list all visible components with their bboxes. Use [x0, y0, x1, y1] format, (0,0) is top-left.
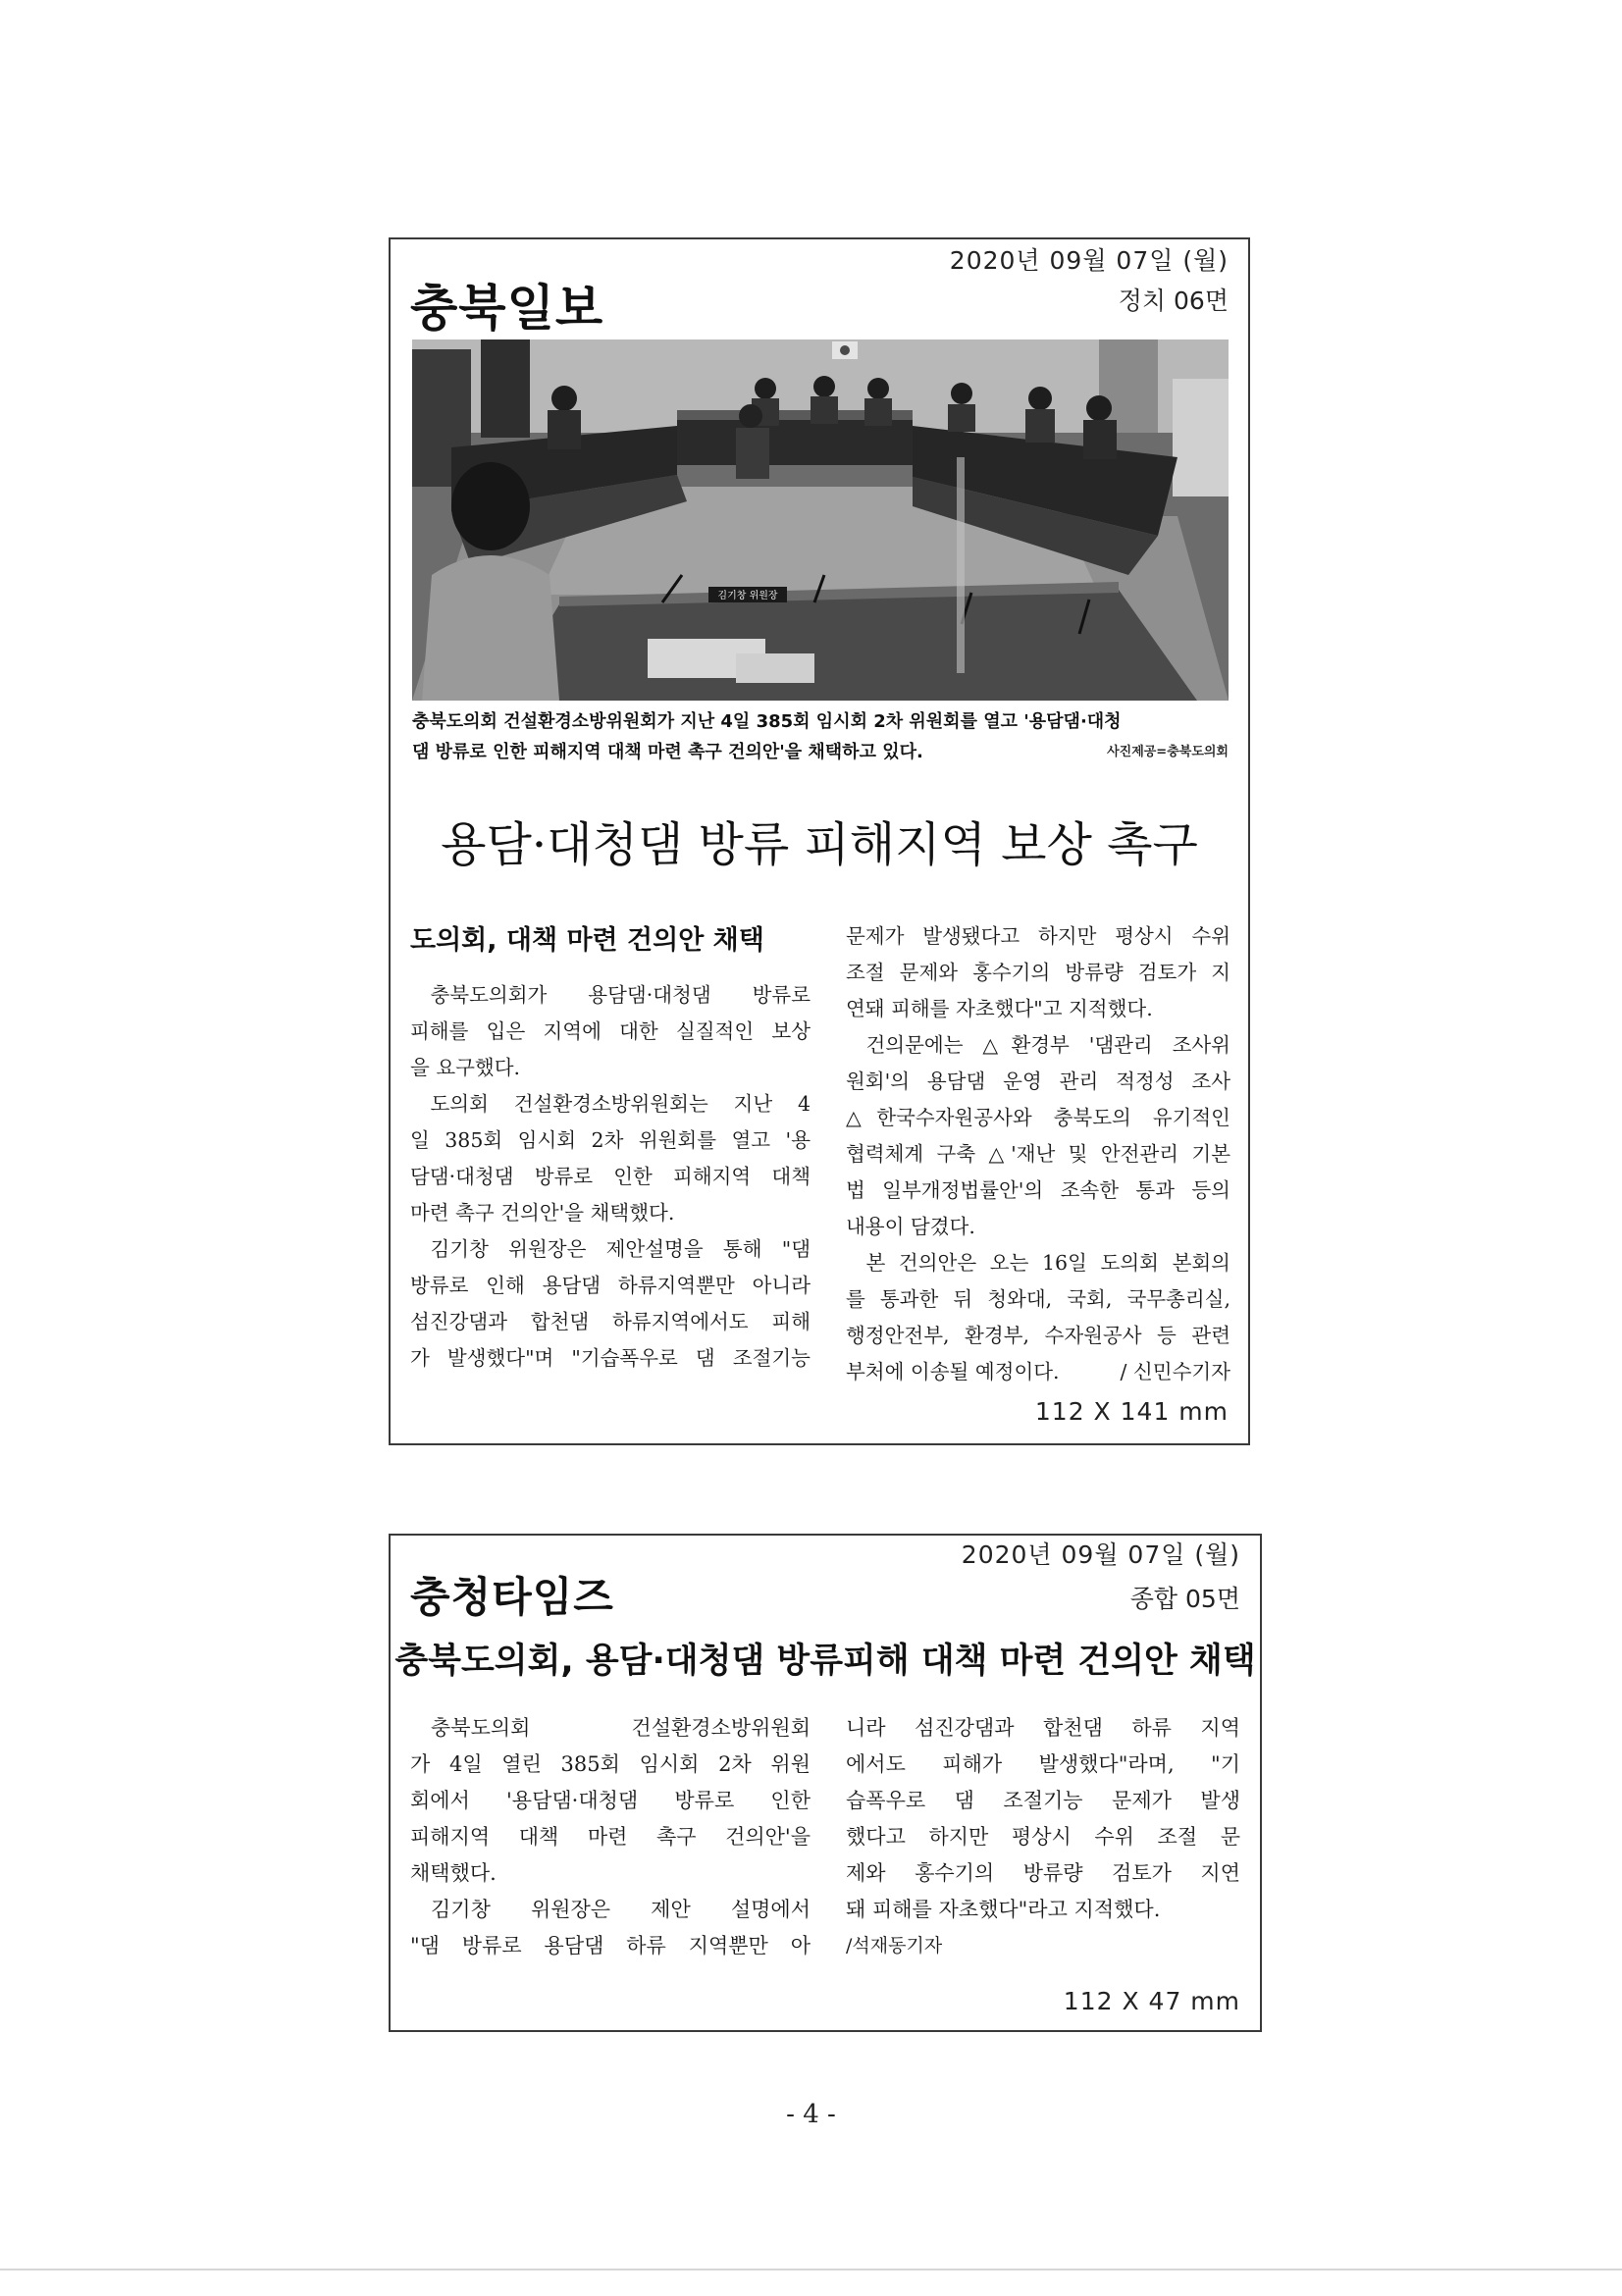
body-line: 니라 섬진강댐과 합천댐 하류 지역: [846, 1716, 1240, 1740]
body-line: 부처에 이송될 예정이다.: [846, 1360, 1060, 1383]
body-line: 담댐·대청댐 방류로 인한 피해지역 대책: [410, 1165, 811, 1188]
body-line: 피해를 입은 지역에 대한 실질적인 보상: [410, 1019, 811, 1043]
body-line: 충북도의회 건설환경소방위원회: [431, 1716, 811, 1740]
body-line: 방류로 인해 용담댐 하류지역뿐만 아니라: [410, 1274, 811, 1297]
body-line: 협력체계 구축 △'재난 및 안전관리 기본: [846, 1142, 1230, 1166]
body-line: 가 4일 열린 385회 임시회 2차 위원: [410, 1752, 811, 1776]
clip-size: 112 X 47 mm: [1063, 1987, 1240, 2015]
body-line: 섬진강댐과 합천댐 하류지역에서도 피해: [410, 1310, 811, 1333]
body-line: 법 일부개정법률안'의 조속한 통과 등의: [846, 1178, 1230, 1202]
body-line: 일 385회 임시회 2차 위원회를 열고 '용: [410, 1128, 811, 1152]
photo-caption: [412, 706, 1229, 767]
caption-line: 충북도의회 건설환경소방위원회가 지난 4일 385회 임시회 2차 위원회를 열고 '용담댐·대청: [412, 711, 1122, 732]
body-line: 습폭우로 댐 조절기능 문제가 발생: [846, 1789, 1240, 1812]
photo-credit: 사진제공=충북도의회: [1107, 745, 1229, 759]
body-line: 했다고 하지만 평상시 수위 조절 문: [846, 1825, 1240, 1849]
clip-size: 112 X 141 mm: [1034, 1397, 1229, 1426]
newspaper-logo: 충북일보: [410, 280, 604, 337]
article-subhead: 도의회, 대책 마련 건의안 채택: [410, 925, 764, 956]
publication-date: 2020년 09월 07일 (월): [961, 1540, 1240, 1569]
article-column-right: [846, 918, 1230, 1390]
body-line: 내용이 담겼다.: [846, 1215, 975, 1238]
page-number: - 4 -: [786, 2100, 836, 2129]
article-headline: 충북도의회, 용담·대청댐 방류피해 대책 마련 건의안 채택: [394, 1642, 1256, 1681]
section-page: 종합 05면: [1129, 1585, 1240, 1613]
body-line: 조절 문제와 홍수기의 방류량 검토가 지: [846, 961, 1230, 984]
body-line: 충북도의회가 용담댐·대청댐 방류로: [430, 983, 811, 1007]
publication-date: 2020년 09월 07일 (월): [949, 246, 1229, 275]
body-line: 김기창 위원장은 제안 설명에서: [431, 1898, 811, 1921]
body-line: 원회'의 용담댐 운영 관리 적정성 조사: [846, 1070, 1230, 1093]
body-line: △한국수자원공사와 충북도의 유기적인: [846, 1106, 1230, 1129]
body-line: 연돼 피해를 자초했다"고 지적했다.: [846, 997, 1153, 1020]
article-photo: [412, 339, 1229, 701]
body-line: 피해지역 대책 마련 촉구 건의안'을: [410, 1825, 811, 1849]
section-page: 정치 06면: [1118, 287, 1229, 315]
body-line: 건의문에는 △환경부 '댐관리 조사위: [865, 1033, 1230, 1057]
body-line: 회에서 '용담댐·대청댐 방류로 인한: [410, 1789, 811, 1812]
newspaper-logo: 충청타임즈: [410, 1573, 614, 1621]
byline: / 신민수기자: [1120, 1360, 1230, 1383]
body-line: 에서도 피해가 발생했다"라며, "기: [846, 1752, 1240, 1776]
body-line: 을 요구했다.: [410, 1056, 521, 1079]
council-meeting-photo: [412, 339, 1229, 701]
body-line: 가 발생했다"며 "기습폭우로 댐 조절기능: [410, 1346, 811, 1370]
article-column-left: [410, 977, 811, 1377]
body-line: 도의회 건설환경소방위원회는 지난 4: [430, 1092, 811, 1116]
bottom-divider: [0, 2269, 1622, 2270]
photo-nameplate: 김기창 위원장: [717, 591, 778, 601]
body-line-final: [846, 1354, 1230, 1390]
body-line: 채택했다.: [410, 1861, 497, 1885]
body-line: 돼 피해를 자초했다"라고 지적했다.: [846, 1898, 1161, 1921]
body-line: 제와 홍수기의 방류량 검토가 지연: [846, 1861, 1240, 1885]
caption-line: 댐 방류로 인한 피해지역 대책 마련 촉구 건의안'을 채택하고 있다.: [412, 742, 923, 762]
byline: /석재동기자: [846, 1935, 943, 1957]
article-column-right: [846, 1710, 1240, 1964]
body-line: 마련 촉구 건의안'을 채택했다.: [410, 1201, 675, 1225]
news-clipping-chungcheong-times: [389, 1534, 1262, 2032]
article-headline: 용담·대청댐 방류 피해지역 보상 촉구: [441, 817, 1198, 872]
body-line: 본 건의안은 오는 16일 도의회 본회의: [865, 1251, 1230, 1275]
body-line: 를 통과한 뒤 청와대, 국회, 국무총리실,: [846, 1287, 1230, 1311]
body-line: 행정안전부, 환경부, 수자원공사 등 관련: [846, 1324, 1230, 1347]
body-line: 문제가 발생됐다고 하지만 평상시 수위: [846, 924, 1230, 948]
news-clipping-chungbuk-ilbo: [389, 237, 1250, 1445]
body-line: "댐 방류로 용담댐 하류 지역뿐만 아: [410, 1934, 811, 1957]
body-line: 김기창 위원장은 제안설명을 통해 "댐: [430, 1237, 811, 1261]
article-column-left: [410, 1710, 811, 1964]
